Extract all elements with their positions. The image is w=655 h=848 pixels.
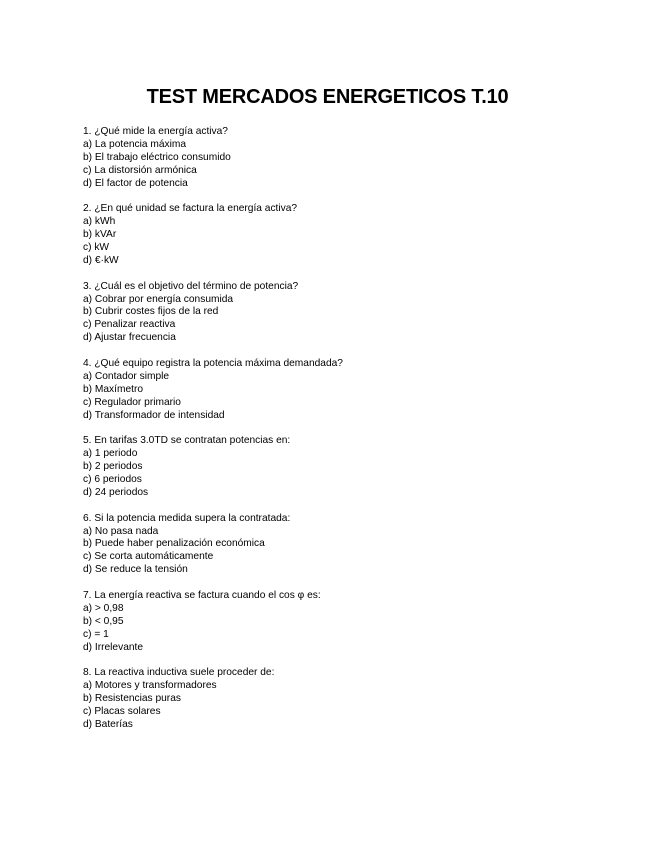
page-title: TEST MERCADOS ENERGETICOS T.10: [146, 86, 509, 108]
question-text: 1. ¿Qué mide la energía activa?: [83, 126, 228, 137]
answer-option: b) Puede haber penalización económica: [83, 538, 265, 550]
question-item: [83, 203, 603, 268]
question-item: [83, 590, 603, 655]
answer-option: c) Placas solares: [83, 706, 161, 718]
answer-option: d) El factor de potencia: [83, 177, 188, 189]
question-item: [83, 126, 603, 191]
answer-option: b) 2 periodos: [83, 461, 143, 473]
answer-option: a) Motores y transformadores: [83, 680, 217, 692]
question-item: [83, 667, 603, 732]
question-text: 2. ¿En qué unidad se factura la energía activa?: [83, 203, 298, 215]
answer-option: d) €·kW: [83, 254, 119, 266]
question-text: 8. La reactiva inductiva suele proceder de:: [83, 667, 275, 679]
question-item: [83, 435, 603, 500]
question-text: 4. ¿Qué equipo registra la potencia máxima demandada?: [83, 357, 343, 369]
question-text: 3. ¿Cuál es el objetivo del término de potencia?: [83, 280, 299, 292]
question-item: [83, 358, 603, 423]
answer-option: c) Regulador primario: [83, 396, 181, 408]
answer-option: c) Se corta automáticamente: [83, 551, 214, 563]
answer-option: a) No pasa nada: [83, 525, 159, 537]
answer-option: a) La potencia máxima: [83, 138, 187, 150]
answer-option: c) = 1: [83, 628, 109, 640]
answer-option: c) kW: [83, 242, 110, 254]
answer-option: b) Cubrir costes fijos de la red: [83, 306, 219, 318]
answer-option: a) Cobrar por energía consumida: [83, 293, 234, 305]
question-text: 6. Si la potencia medida supera la contratada:: [83, 512, 291, 524]
answer-option: b) El trabajo eléctrico consumido: [83, 151, 231, 163]
answer-option: d) Transformador de intensidad: [83, 409, 225, 421]
answer-option: c) Penalizar reactiva: [83, 319, 176, 331]
question-list: [83, 126, 603, 745]
question-item: [83, 281, 603, 346]
question-item: [83, 513, 603, 578]
answer-option: a) Contador simple: [83, 370, 170, 382]
answer-option: d) Ajustar frecuencia: [83, 332, 176, 344]
answer-option: b) < 0,95: [83, 615, 124, 627]
answer-option: c) La distorsión armónica: [83, 164, 197, 176]
answer-option: b) Maxímetro: [83, 383, 144, 395]
question-text: 5. En tarifas 3.0TD se contratan potencias en:: [83, 435, 291, 447]
answer-option: d) 24 periodos: [83, 486, 149, 498]
answer-option: d) Baterías: [83, 718, 133, 730]
answer-option: a) > 0,98: [83, 602, 124, 614]
answer-option: d) Irrelevante: [83, 641, 144, 653]
answer-option: a) 1 periodo: [83, 448, 138, 460]
answer-option: b) Resistencias puras: [83, 693, 181, 705]
answer-option: b) kVAr: [83, 229, 117, 241]
answer-option: d) Se reduce la tensión: [83, 564, 188, 576]
answer-option: a) kWh: [83, 216, 116, 228]
answer-option: c) 6 periodos: [83, 474, 142, 486]
question-text: 7. La energía reactiva se factura cuando el cos φ es:: [83, 589, 321, 601]
